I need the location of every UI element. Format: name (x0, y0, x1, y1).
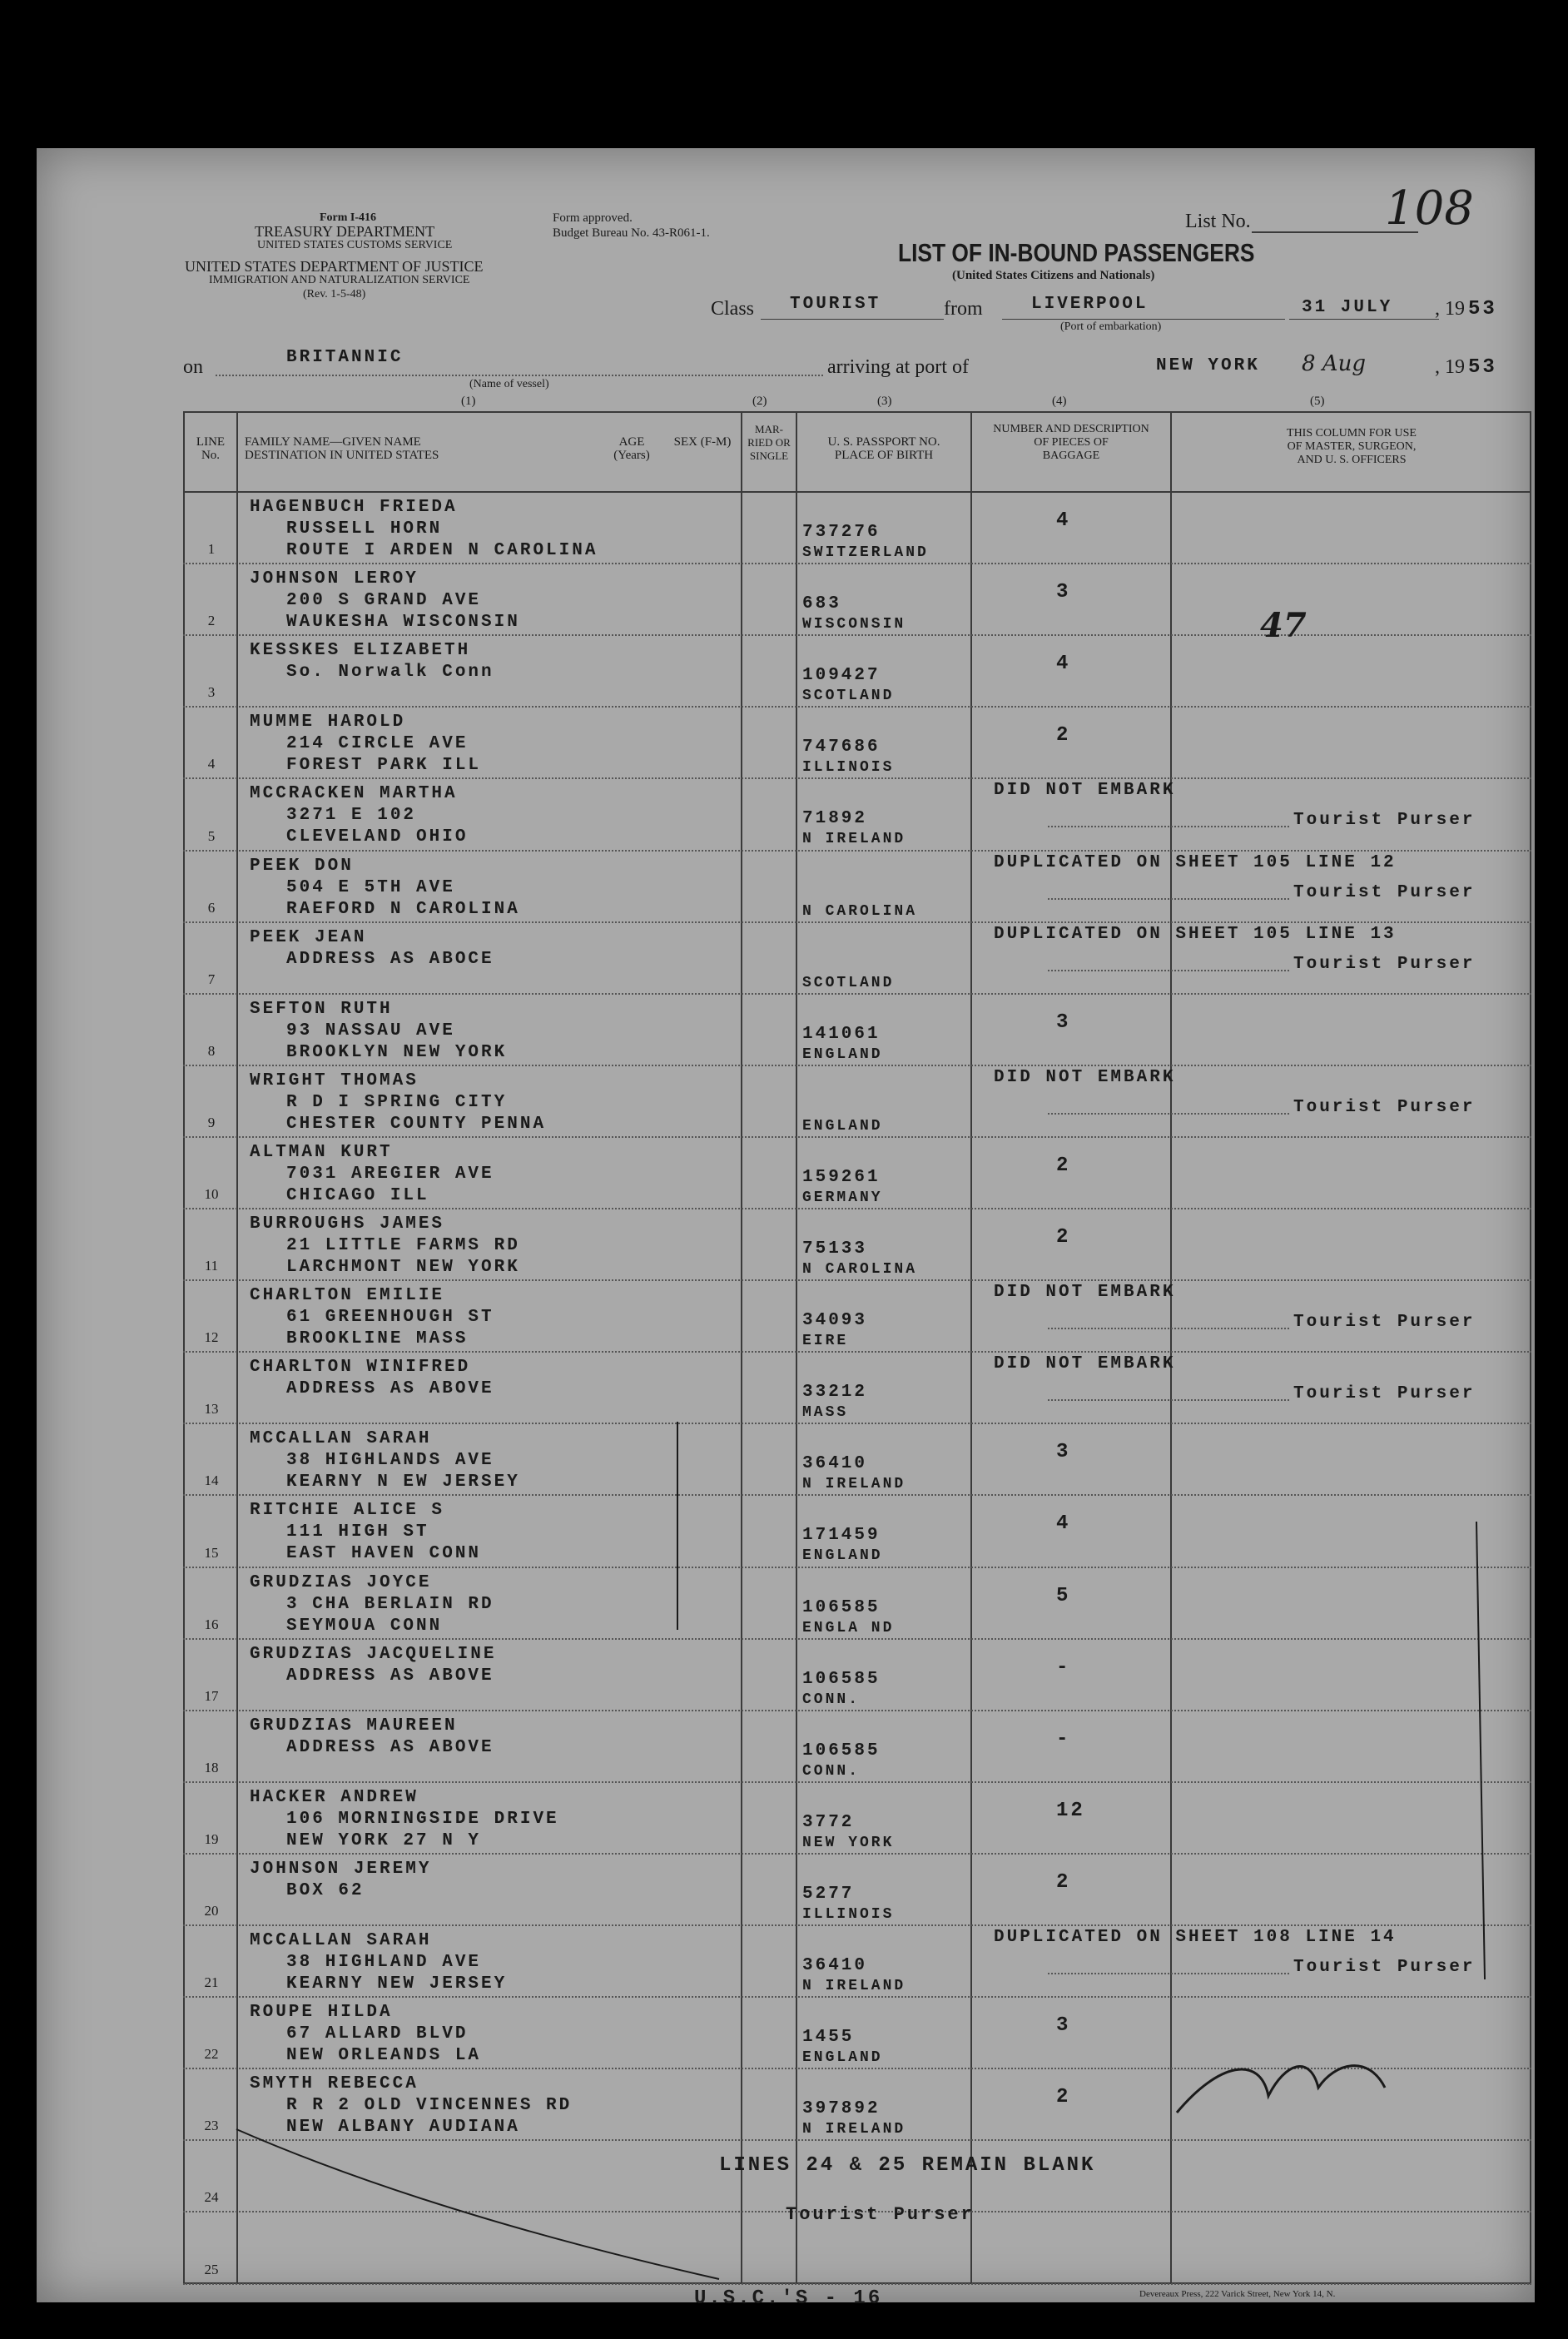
address-line-2: CHICAGO ILL (286, 1185, 429, 1205)
arriving-label: arriving at port of (827, 356, 969, 378)
passport-number: 171459 (802, 1526, 881, 1546)
col-number-5: (5) (1310, 395, 1325, 408)
passenger-name: ALTMAN KURT (250, 1142, 393, 1162)
address-line-1: 38 HIGHLAND AVE (286, 1953, 482, 1972)
address-line-2: WAUKESHA WISCONSIN (286, 613, 520, 633)
address-line-2: EAST HAVEN CONN (286, 1544, 482, 1564)
passenger-name: CHARLTON WINIFRED (250, 1358, 471, 1378)
address-line-1: 111 HIGH ST (286, 1522, 429, 1542)
dep-year-prefix: , 19 (1435, 298, 1465, 320)
address-line-2: RAEFORD N CAROLINA (286, 899, 520, 919)
passport-number: 106585 (802, 1669, 881, 1689)
address-line-1: ADDRESS AS ABOCE (286, 949, 494, 969)
passenger-name: SEFTON RUTH (250, 999, 393, 1019)
place-of-birth: N IRELAND (802, 1476, 906, 1493)
address-line-1: 200 S GRAND AVE (286, 591, 482, 611)
line-number: 3 (207, 684, 216, 701)
place-of-birth: ILLINOIS (802, 1905, 895, 1923)
baggage-count: 5 (1056, 1584, 1071, 1607)
line-number: 22 (204, 2046, 219, 2063)
line-number: 23 (204, 2118, 219, 2134)
row-note: DUPLICATED ON SHEET 108 LINE 14 (994, 1928, 1397, 1947)
address-line-1: 38 HIGHLANDS AVE (286, 1451, 494, 1471)
row-note: DID NOT EMBARK (994, 1283, 1176, 1303)
vessel-name: BRITANNIC (286, 348, 404, 367)
passenger-name: GRUDZIAS MAUREEN (250, 1716, 458, 1736)
passenger-name: GRUDZIAS JOYCE (250, 1572, 432, 1592)
arrival-port: NEW YORK (1156, 356, 1260, 375)
place-of-birth: MASS (802, 1404, 849, 1422)
place-of-birth: GERMANY (802, 1189, 883, 1206)
baggage-count: 4 (1056, 1512, 1071, 1536)
baggage-count: 2 (1056, 1226, 1071, 1249)
departure-date: 31 JULY (1302, 298, 1393, 317)
address-line-1: 3 CHA BERLAIN RD (286, 1594, 494, 1614)
place-of-birth: NEW YORK (802, 1834, 895, 1851)
from-value: LIVERPOOL (1031, 295, 1149, 314)
line-number: 13 (204, 1401, 219, 1418)
line-number: 10 (204, 1186, 219, 1202)
col-number-4: (4) (1052, 395, 1067, 408)
place-of-birth: ILLINOIS (802, 759, 895, 777)
port-embarkation-note: (Port of embarkation) (1060, 320, 1162, 333)
address-line-2: NEW YORK 27 N Y (286, 1830, 482, 1850)
passport-number: 737276 (802, 523, 881, 542)
address-line-2: KEARNY NEW JERSEY (286, 1974, 508, 1994)
passport-number: 36410 (802, 1956, 868, 1975)
passport-number: 3772 (802, 1812, 855, 1832)
passport-number: 5277 (802, 1884, 855, 1904)
ins-service: IMMIGRATION AND NATURALIZATION SERVICE (209, 274, 470, 286)
row-note: DID NOT EMBARK (994, 1354, 1176, 1374)
header-name: FAMILY NAME—GIVEN NAME DESTINATION IN UNITED STATES (245, 435, 439, 462)
line-number: 17 (204, 1687, 219, 1704)
address-line-1: R D I SPRING CITY (286, 1092, 508, 1112)
address-line-1: 61 GREENHOUGH ST (286, 1308, 494, 1328)
form-approved: Form approved. (553, 211, 633, 225)
row-note: DUPLICATED ON SHEET 105 LINE 13 (994, 924, 1397, 944)
passport-number: 159261 (802, 1167, 881, 1187)
address-line-1: 106 MORNINGSIDE DRIVE (286, 1809, 559, 1829)
header-officers: THIS COLUMN FOR USE OF MASTER, SURGEON, AND U. S. OFFICERS (1287, 427, 1417, 466)
address-line-2: CLEVELAND OHIO (286, 827, 469, 847)
passenger-name: PEEK JEAN (250, 927, 367, 947)
passenger-name: RITCHIE ALICE S (250, 1501, 445, 1521)
arr-year: 53 (1468, 356, 1497, 379)
passenger-name: HACKER ANDREW (250, 1787, 419, 1807)
line-number: 9 (207, 1114, 216, 1130)
list-no-label: List No. (1185, 211, 1251, 232)
address-line-2: LARCHMONT NEW YORK (286, 1258, 520, 1277)
passport-number: 747686 (802, 737, 881, 757)
address-line-1: 3271 E 102 (286, 806, 417, 826)
row-note: DUPLICATED ON SHEET 105 LINE 12 (994, 852, 1397, 872)
header-baggage: NUMBER AND DESCRIPTION OF PIECES OF BAGGAGE (993, 423, 1149, 462)
header-passport: U. S. PASSPORT NO. PLACE OF BIRTH (827, 435, 940, 462)
header-age: AGE (Years) (613, 435, 650, 462)
dept-name: TREASURY DEPARTMENT (255, 223, 435, 240)
place-of-birth: SCOTLAND (802, 974, 895, 991)
baggage-count: 3 (1056, 1441, 1071, 1464)
place-of-birth: ENGLAND (802, 1045, 883, 1063)
baggage-count: 3 (1056, 581, 1071, 604)
place-of-birth: ENGLAND (802, 2049, 883, 2067)
form-title: LIST OF IN-BOUND PASSENGERS (898, 238, 1255, 267)
passport-number: 75133 (802, 1239, 868, 1259)
place-of-birth: ENGLA ND (802, 1619, 895, 1636)
purser-sign: Tourist Purser (1293, 1313, 1476, 1333)
purser-sign: Tourist Purser (1293, 954, 1476, 974)
baggage-count: 2 (1056, 2086, 1071, 2109)
address-line-1: 21 LITTLE FARMS RD (286, 1236, 520, 1255)
line-number: 12 (204, 1329, 219, 1346)
address-line-1: 93 NASSAU AVE (286, 1021, 455, 1040)
justice-dept: UNITED STATES DEPARTMENT OF JUSTICE (185, 258, 484, 275)
line-number: 4 (207, 756, 216, 772)
baggage-count: 2 (1056, 1870, 1071, 1894)
address-line-2: CHESTER COUNTY PENNA (286, 1114, 547, 1134)
purser-sign: Tourist Purser (1293, 882, 1476, 902)
place-of-birth: SCOTLAND (802, 688, 895, 705)
baggage-count: - (1056, 1656, 1071, 1679)
col-number-3: (3) (877, 395, 892, 408)
header-sex: SEX (F-M) (673, 435, 732, 449)
header-line-no: LINE No. (196, 435, 226, 462)
count-mark: 47 (1260, 606, 1307, 645)
passenger-name: WRIGHT THOMAS (250, 1070, 419, 1090)
place-of-birth: EIRE (802, 1333, 849, 1350)
address-line-1: RUSSELL HORN (286, 519, 443, 539)
passenger-name: MUMME HAROLD (250, 713, 406, 732)
line-number: 16 (204, 1616, 219, 1632)
passenger-name: SMYTH REBECCA (250, 2074, 419, 2094)
blank-lines-note: LINES 24 & 25 REMAIN BLANK (719, 2154, 1096, 2177)
purser-sign: Tourist Purser (1293, 1097, 1476, 1117)
line-number: 21 (204, 1974, 219, 1991)
form-number: Form I-416 (320, 211, 377, 224)
baggage-count: 3 (1056, 2014, 1071, 2038)
on-label: on (183, 356, 203, 378)
passenger-name: MCCRACKEN MARTHA (250, 784, 458, 804)
address-line-2: NEW ALBANY AUDIANA (286, 2118, 520, 2138)
passenger-name: KESSKES ELIZABETH (250, 641, 471, 661)
line-number: 20 (204, 1903, 219, 1919)
place-of-birth: N CAROLINA (802, 902, 918, 920)
passenger-name: MCCALLAN SARAH (250, 1429, 432, 1449)
passenger-name: MCCALLAN SARAH (250, 1931, 432, 1950)
line-number: 15 (204, 1544, 219, 1561)
arr-year-prefix: , 19 (1435, 356, 1465, 378)
passport-number: 1455 (802, 2028, 855, 2048)
line-number: 11 (204, 1258, 219, 1274)
passenger-name: PEEK DON (250, 856, 354, 876)
baggage-count: 2 (1056, 724, 1071, 747)
baggage-count: 3 (1056, 1011, 1071, 1034)
line-number: 6 (207, 899, 216, 916)
passenger-name: CHARLTON EMILIE (250, 1286, 445, 1306)
baggage-count: 12 (1056, 1799, 1085, 1822)
handwriting-overlay (37, 148, 1535, 2302)
passport-number: 141061 (802, 1024, 881, 1044)
place-of-birth: N IRELAND (802, 2121, 906, 2138)
footer-purser: Tourist Purser (786, 2204, 975, 2225)
place-of-birth: SWITZERLAND (802, 544, 929, 561)
manifest-page (37, 148, 1535, 2310)
passport-number: 34093 (802, 1311, 868, 1331)
class-value: TOURIST (790, 295, 881, 314)
header-married: MAR-RIED OR SINGLE (747, 423, 791, 462)
passport-number: 683 (802, 594, 841, 614)
baggage-count: 4 (1056, 653, 1071, 676)
form-subtitle: (United States Citizens and Nationals) (952, 269, 1155, 282)
col-number-2: (2) (752, 395, 767, 408)
address-line-1: So. Norwalk Conn (286, 663, 494, 683)
baggage-count: - (1056, 1727, 1071, 1751)
printer-imprint: Devereaux Press, 222 Varick Street, New York 14, N. (1139, 2289, 1336, 2299)
passenger-name: JOHNSON JEREMY (250, 1859, 432, 1879)
col-number-1: (1) (461, 395, 476, 408)
address-line-1: ADDRESS AS ABOVE (286, 1737, 494, 1757)
baggage-count: 2 (1056, 1154, 1071, 1177)
line-number: 25 (204, 2261, 219, 2277)
address-line-2: SEYMOUA CONN (286, 1616, 443, 1636)
purser-sign: Tourist Purser (1293, 811, 1476, 831)
place-of-birth: N IRELAND (802, 831, 906, 848)
customs-service: UNITED STATES CUSTOMS SERVICE (257, 239, 453, 251)
address-line-1: 214 CIRCLE AVE (286, 734, 469, 754)
address-line-1: R R 2 OLD VINCENNES RD (286, 2096, 573, 2116)
passenger-name: HAGENBUCH FRIEDA (250, 498, 458, 517)
passport-number: 106585 (802, 1597, 881, 1617)
line-number: 19 (204, 1830, 219, 1847)
line-number: 18 (204, 1759, 219, 1775)
address-line-1: BOX 62 (286, 1880, 365, 1900)
baggage-count: 4 (1056, 509, 1071, 532)
row-note: DID NOT EMBARK (994, 781, 1176, 801)
place-of-birth: N CAROLINA (802, 1261, 918, 1278)
dep-year: 53 (1468, 298, 1497, 320)
row-note: DID NOT EMBARK (994, 1067, 1176, 1087)
address-line-1: 504 E 5TH AVE (286, 877, 455, 897)
purser-sign: Tourist Purser (1293, 1958, 1476, 1977)
purser-sign: Tourist Purser (1293, 1384, 1476, 1404)
place-of-birth: ENGLAND (802, 1547, 883, 1565)
address-line-2: BROOKLYN NEW YORK (286, 1042, 508, 1062)
line-number: 24 (204, 2189, 219, 2206)
place-of-birth: WISCONSIN (802, 616, 906, 633)
from-label: from (944, 298, 983, 320)
address-line-2: NEW ORLEANDS LA (286, 2046, 482, 2066)
budget-bureau: Budget Bureau No. 43-R061-1. (553, 226, 710, 240)
line-number: 1 (207, 541, 216, 558)
revision: (Rev. 1-5-48) (303, 288, 366, 300)
address-line-2: KEARNY N EW JERSEY (286, 1472, 520, 1492)
line-number: 14 (204, 1472, 219, 1489)
vessel-note: (Name of vessel) (469, 378, 549, 390)
address-line-1: ADDRESS AS ABOVE (286, 1666, 494, 1686)
line-number: 8 (207, 1042, 216, 1059)
passport-number: 397892 (802, 2099, 881, 2119)
passenger-name: BURROUGHS JAMES (250, 1214, 445, 1234)
place-of-birth: CONN. (802, 1691, 861, 1708)
place-of-birth: ENGLAND (802, 1117, 883, 1135)
address-line-1: 67 ALLARD BLVD (286, 2024, 469, 2044)
line-number: 2 (207, 613, 216, 629)
list-no-value: 108 (1385, 181, 1474, 236)
passport-number: 36410 (802, 1454, 868, 1474)
passport-number: 109427 (802, 666, 881, 686)
place-of-birth: N IRELAND (802, 1978, 906, 1994)
passport-number: 71892 (802, 809, 868, 829)
line-number: 5 (207, 827, 216, 844)
footer-code: U.S.C.'S - 16 (694, 2287, 883, 2310)
address-line-2: BROOKLINE MASS (286, 1329, 469, 1349)
passport-number: 33212 (802, 1383, 868, 1403)
place-of-birth: CONN. (802, 1762, 861, 1780)
arrival-date: 8 Aug (1302, 351, 1366, 376)
line-number: 7 (207, 971, 216, 987)
passport-number: 106585 (802, 1741, 881, 1760)
passenger-name: JOHNSON LEROY (250, 569, 419, 589)
class-label: Class (711, 298, 755, 320)
address-line-2: FOREST PARK ILL (286, 756, 482, 776)
address-line-2: ROUTE I ARDEN N CAROLINA (286, 541, 598, 560)
passenger-name: ROUPE HILDA (250, 2003, 393, 2023)
passenger-name: GRUDZIAS JACQUELINE (250, 1644, 497, 1664)
address-line-1: ADDRESS AS ABOVE (286, 1379, 494, 1399)
address-line-1: 7031 AREGIER AVE (286, 1164, 494, 1184)
